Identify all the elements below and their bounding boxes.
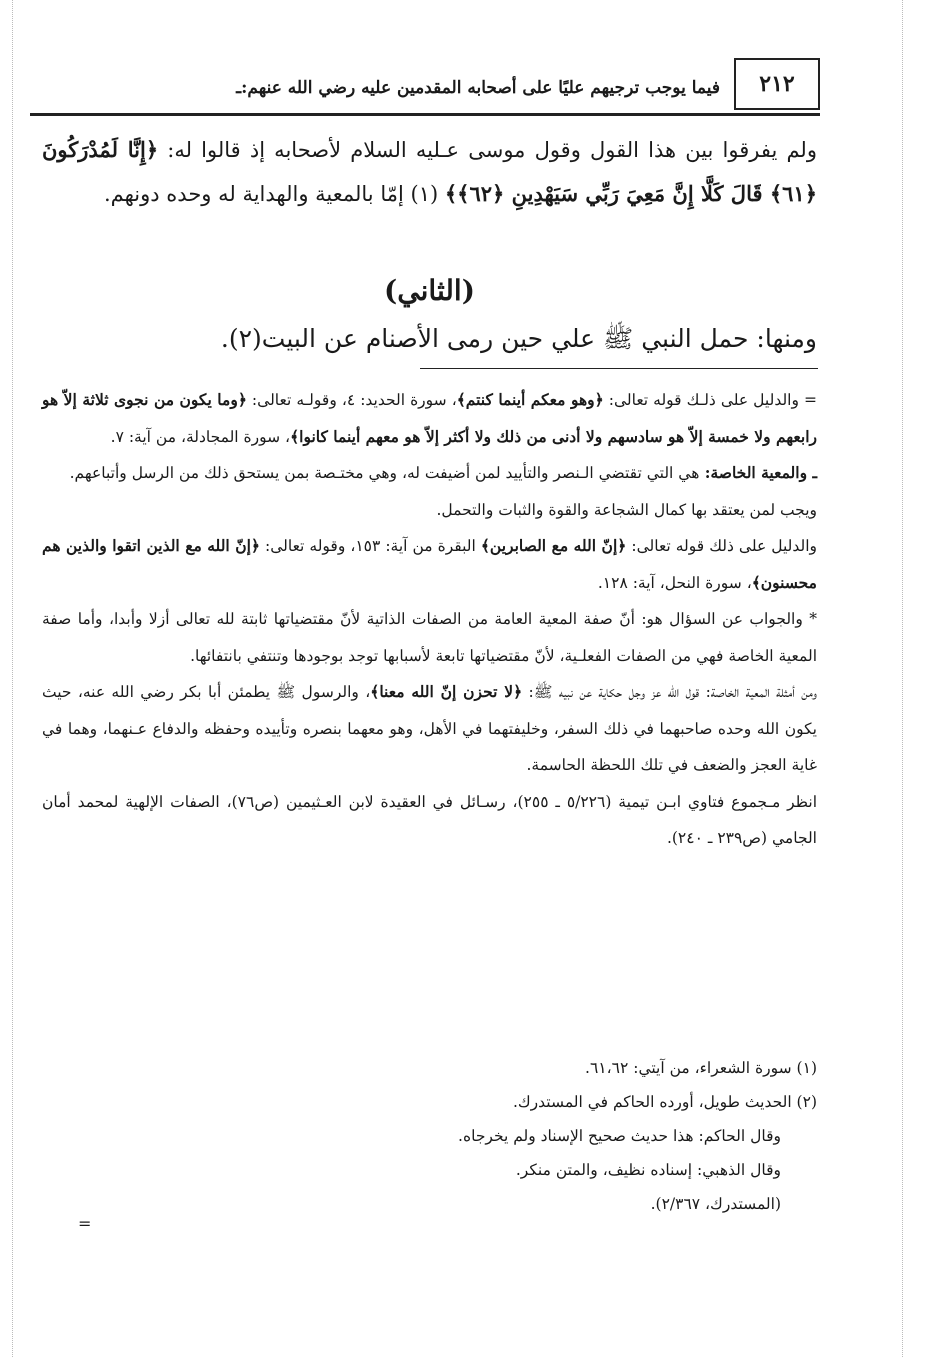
note-paragraph-3: ويجب لمن يعتقد بها كمال الشجاعة والقوة والثبات والتحمل. [436,500,817,519]
note-text: البقرة من آية: ١٥٣، وقوله تعالى: [259,537,481,555]
note-paragraph-5: * والجواب عن السؤال هو: أنّ صفة المعية العامة من الصفات الذاتية لأنّ مقتضياتها ثابتة لله تعالى أزلا وأبدا، وأما صفة المعية الخاصة فهي من الصفات الفعلـية، لأنّ مقتضياتها تابعة لأسبابها توجد بوجودها وتنتفي بانتفائها. [42,610,817,665]
note-text: = والدليل على ذلـك قوله تعالى: [603,391,817,409]
page-number: ٢١٢ [734,58,820,110]
footnote-separator [420,368,818,369]
note-text: ، سورة النحل، آية: ١٢٨. [597,573,752,592]
quran-quote: ﴿لا تحزن إنّ الله معنا﴾ [370,682,523,701]
footnotes [42,1051,817,1221]
footnote-1: (١) سورة الشعراء، من آيتي: ٦١،٦٢. [585,1059,817,1077]
note-text: ومن أمثلة المعية الخاصة: قول الله عز وجل حكاية عن نبيه ﷺ: [522,683,817,701]
notes-block [42,382,817,857]
note-paragraph-1 [42,382,817,455]
note-paragraph-7: انظر مـجموع فتاوي ابـن تيمية (٥/٢٢٦ ـ ٢٥٥)، رسـائل في العقيدة لابن العـثيمين (ص٧٦)، الصفات الإلهية لمحمد أمان الجامي (ص٢٣٩ ـ ٢٤٠). [42,792,818,847]
quran-quote: ﴿إنّ الله مع الذين اتقوا والذين هم محسنون﴾ [42,536,817,592]
section-subtitle: ومنها: حمل النبي ﷺ علي حين رمى الأصنام عن البيت(٢). [220,324,817,353]
main-after-verse: (١) إمّا بالمعية والهداية له وحده دونهم. [103,182,445,206]
main-line-1: ولم يفرقوا بين هذا القول وقول موسى عـليه السلام لأصحابه إذ قالوا له: [167,138,817,162]
note-paragraph-4 [42,528,817,601]
note-text: والدليل على ذلك قوله تعالى: [626,537,817,555]
note-heading: ـ والمعية الخاصة: [699,463,817,482]
footnote-2: (٢) الحديث طويل، أورده الحاكم في المستدرك. [512,1093,817,1111]
quran-quote: ﴿إنّ الله مع الصابرين﴾ [480,536,627,555]
continuation-mark: = [78,1214,92,1233]
note-text: ، والرسول ﷺ يطمئن أبا بكر رضي الله عنه، حيث يكون الله وحده صاحبهما في ذلك السفر، وخليفتهما في الأهل، وهو معهما بنصره وتأييده وحفظه والدفاع عـنهما، وهما في غاية العجز والضعف في تلك اللحظة الحاسمة. [42,683,817,774]
quran-quote: ﴿وهو معكم أينما كنتم﴾ [456,390,604,409]
footnote-2-line-3: وقال الذهبي: إسناده نظيف، والمتن منكر. [515,1161,781,1179]
quran-verse: ﴿إِنَّا لَمُدْرَكُونَ ﴿٦١﴾ قَالَ كَلَّا إِنَّ مَعِيَ رَبِّي سَيَهْدِينِ ﴿٦٢﴾﴾ [42,137,817,206]
page-header [30,58,820,110]
note-text: ، سورة الحديد: ٤، وقولـه تعالى: [246,391,457,409]
header-rule [30,113,820,116]
main-paragraph [42,128,817,216]
quran-quote: ﴿وما يكون من نجوى ثلاثة إلاّ هو رابعهم ولا خمسة إلاّ هو سادسهم ولا أدنى من ذلك ولا أكثر إلاّ هو معهم أينما كانوا﴾ [42,390,817,446]
scan-edge-left [12,0,13,1357]
note-paragraph-6 [42,674,817,784]
note-text: ، سورة المجادلة، من آية: ٧. [110,427,291,446]
main-body [42,128,817,216]
scan-edge-right [902,0,903,1357]
note-text: هي التي تقتضي الـنصر والتأييد لمن أضيفت له، وهي مختـصة بمن يستحق ذلك من الرسل وأتباعهم. [69,464,700,482]
note-paragraph-2 [42,455,817,492]
footnote-2-line-2: وقال الحاكم: هذا حديث صحيح الإسناد ولم يخرجاه. [458,1127,781,1145]
section-title: (الثاني) [384,274,475,307]
running-title: فيما يوجب ترجيهم عليًا على أصحابه المقدمين عليه رضي الله عنهم:ـ [236,78,720,98]
footnote-2-line-4: (المستدرك، ٢/٣٦٧). [650,1195,781,1213]
